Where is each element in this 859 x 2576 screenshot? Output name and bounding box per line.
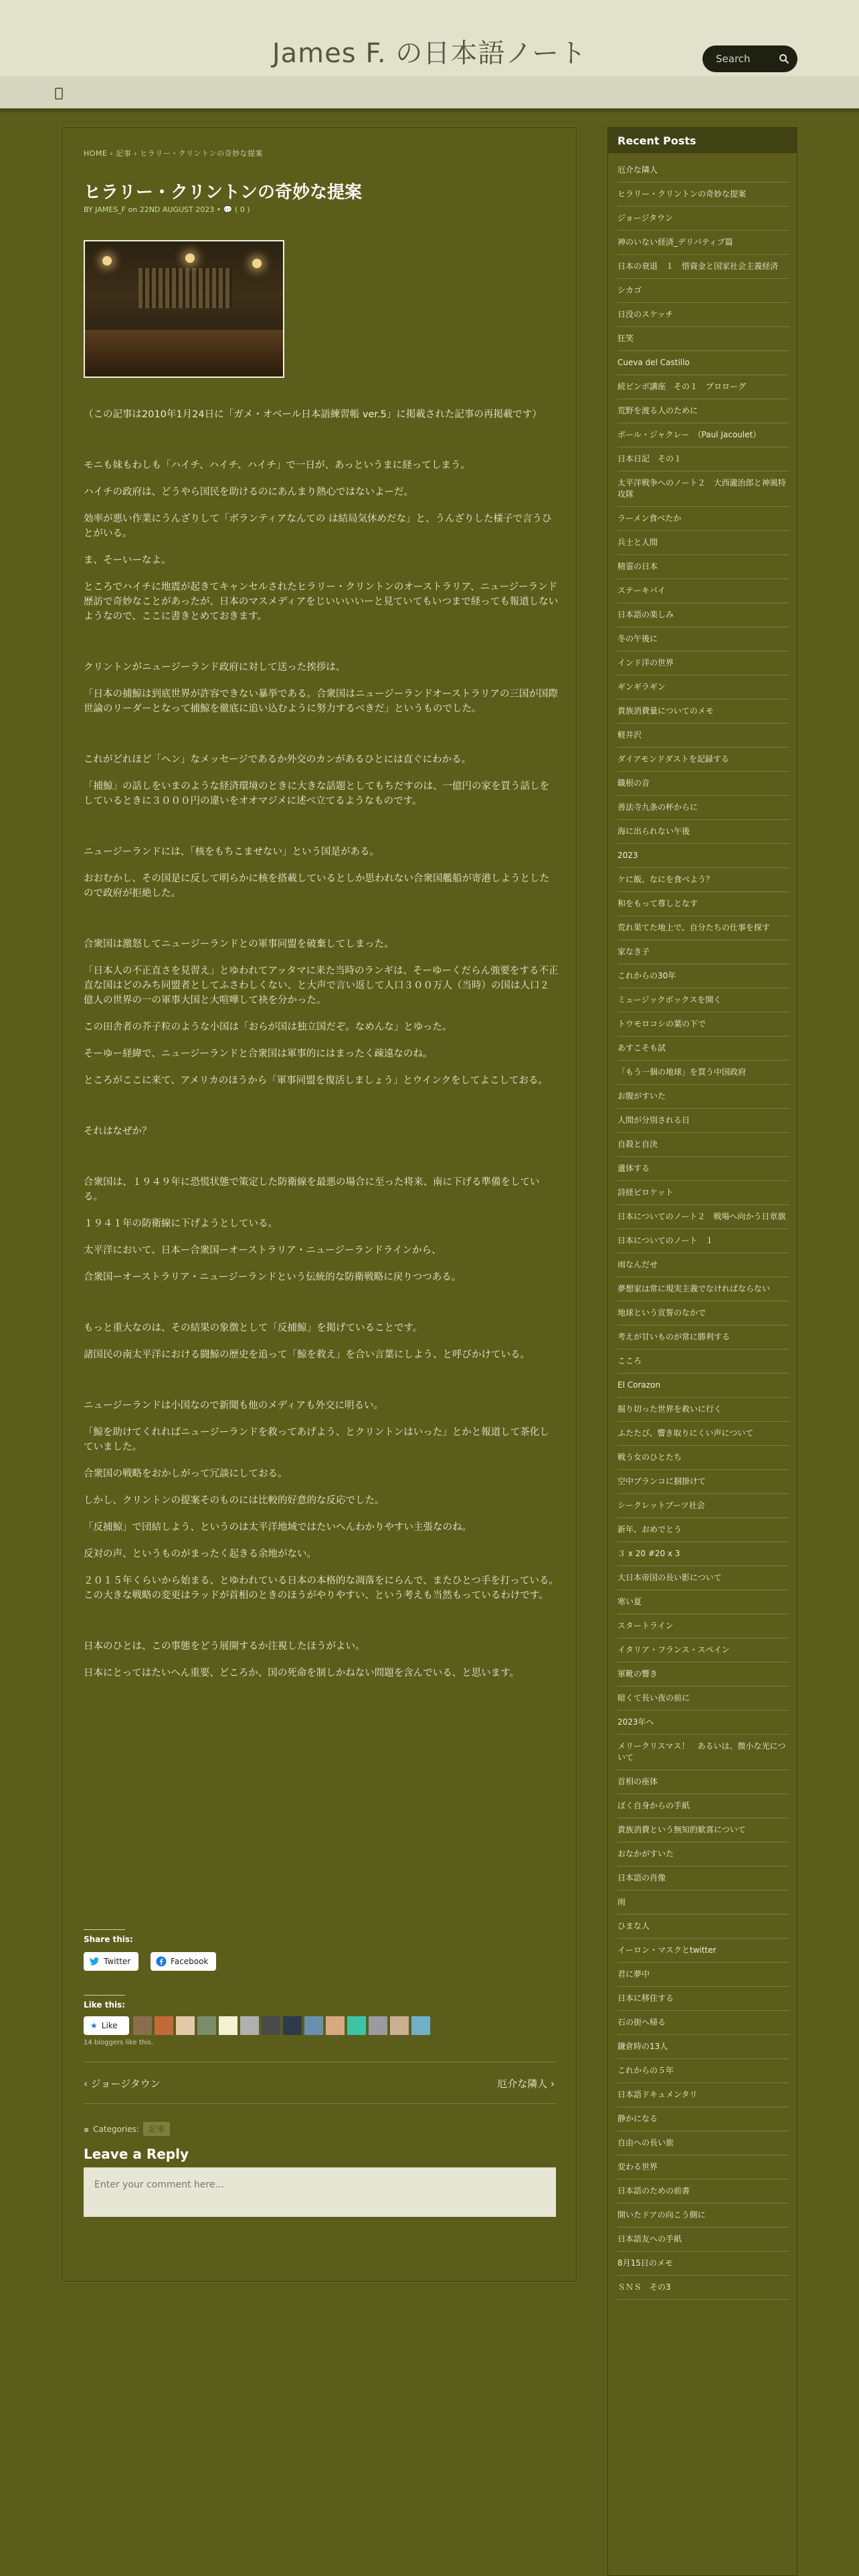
recent-post-link[interactable]: 2023年へ	[617, 1711, 789, 1735]
recent-post-link[interactable]: 日本語友への手紙	[617, 2228, 789, 2252]
recent-post-link[interactable]: 空中ブランコに掴掛けて	[617, 1470, 789, 1494]
recent-post-link[interactable]: ミュージックボックスを開く	[617, 988, 789, 1012]
recent-post-link[interactable]: ラーメン食べたか	[617, 507, 789, 531]
previous-post-link[interactable]: ‹ ジョージタウン	[84, 2078, 161, 2090]
post-paragraph: 合衆国は激怒してニュージーランドとの軍事同盟を破棄してしまった。	[84, 939, 394, 950]
recent-post-link[interactable]: 狂笑	[617, 327, 789, 351]
recent-post-link[interactable]: シカゴ	[617, 279, 789, 303]
share-facebook-label: Facebook	[171, 1957, 209, 1966]
post-paragraph: ところがここに来て、アメリカのほうから「軍事同盟を復活しましょう」とウインクをしてよこしておる。	[84, 1075, 548, 1086]
post-paragraph: モニも妹もわしも「ハイチ、ハイチ、ハイチ」で一日が、あっというまに経ってしまう。	[84, 460, 470, 471]
recent-posts-title: Recent Posts	[608, 128, 797, 153]
recent-post-link[interactable]: イタリア・フランス・スペイン	[617, 1638, 789, 1662]
recent-post-link[interactable]: 太平洋戦争へのノート２ 大西瀧治郎と神風特攻隊	[617, 471, 789, 507]
recent-post-link[interactable]: 荒野を渡る人のために	[617, 399, 789, 423]
recent-post-link[interactable]: ヒラリー・クリントンの奇妙な提案	[617, 183, 789, 207]
recent-post-link[interactable]: あすこそも試	[617, 1037, 789, 1061]
recent-post-link[interactable]: 地球という宣誓のなかで	[617, 1301, 789, 1325]
recent-post-link[interactable]: 自由への長い旅	[617, 2131, 789, 2155]
categories-label: Categories:	[93, 2124, 139, 2134]
recent-post-link[interactable]: 日本語の楽しみ	[617, 603, 789, 627]
recent-post-link[interactable]: 善法寺九条の杯からに	[617, 796, 789, 820]
avatar[interactable]	[219, 2016, 237, 2035]
avatar[interactable]	[283, 2016, 302, 2035]
facebook-icon	[156, 1956, 167, 1967]
recent-post-link[interactable]: 雨	[617, 1891, 789, 1915]
recent-post-link[interactable]: 大日本帝国の長い影について	[617, 1566, 789, 1590]
comment-icon: 💬	[223, 205, 233, 214]
recent-post-link[interactable]: こころ	[617, 1350, 789, 1374]
recent-post-link[interactable]: 貴族消費という無知的歓喜について	[617, 1818, 789, 1842]
recent-post-link[interactable]: 新年、おめでとう	[617, 1518, 789, 1542]
recent-post-link[interactable]: 日本日記 その１	[617, 447, 789, 471]
recent-post-link[interactable]: 8月15日のメモ	[617, 2252, 789, 2276]
recent-post-link[interactable]: 掘り切った世界を救いに行く	[617, 1398, 789, 1422]
menu-bar	[0, 76, 859, 108]
recent-post-link[interactable]: 海に出られない午後	[617, 820, 789, 844]
breadcrumb-current: ヒラリー・クリントンの奇妙な提案	[140, 149, 264, 158]
recent-post-link[interactable]: 神のいない経済_デリバティブ篇	[617, 231, 789, 255]
breadcrumb	[84, 148, 263, 158]
post-paragraph: 「捕鯨」の話しをいまのような経済環境のときに大きな話題としてもちだすのは、一億円の家を買う話しをしているときに３０００円の違いをオオマジメに述べ立てるようなものです。	[84, 781, 549, 807]
breadcrumb-section[interactable]: 記事	[116, 149, 132, 158]
post-paragraph: もっと重大なのは、その結果の象徴として「反捕鯨」を掲げていることです。	[84, 1323, 423, 1333]
avatar[interactable]	[133, 2016, 152, 2035]
post-paragraph: 太平洋において、日本ー合衆国ーオーストラリア・ニュージーランドラインから、	[84, 1245, 442, 1256]
recent-post-link[interactable]: 寒い夏	[617, 1590, 789, 1614]
share-divider	[84, 1929, 125, 1930]
recent-post-link[interactable]: 考えが甘いものが常に勝利する	[617, 1325, 789, 1350]
search-icon[interactable]	[779, 53, 789, 64]
recent-post-link[interactable]: 遺体する	[617, 1157, 789, 1181]
recent-post-link[interactable]: 静かになる	[617, 2107, 789, 2131]
like-button[interactable]	[84, 2016, 129, 2035]
post-paragraph: それはなぜか？	[84, 1126, 152, 1137]
twitter-icon	[89, 1956, 100, 1967]
recent-post-link[interactable]: 家なき子	[617, 940, 789, 964]
breadcrumb-separator: ›	[107, 149, 116, 158]
recent-post-link[interactable]: 雨なんだせ	[617, 1253, 789, 1277]
image-shelf	[138, 268, 232, 308]
recent-post-link[interactable]: 日本に移住する	[617, 1987, 789, 2011]
avatar[interactable]	[155, 2016, 173, 2035]
post-paragraph: （この記事は2010年1月24日に「ガメ・オベール日本語練習帳 ver.5」に掲載された記事の再掲載です）	[84, 409, 542, 420]
recent-post-link[interactable]: これからの30年	[617, 964, 789, 988]
recent-post-link[interactable]: 貴族消費量についてのメモ	[617, 700, 789, 724]
post-paragraph: 合衆国の戦略をおかしがって冗談にしておる。	[84, 1469, 288, 1479]
post-paragraph: おおむかし、その国是に反して明らかに核を搭載しているとしか思われない合衆国艦船が寄港しようとしたので政府が拒絶した。	[84, 873, 549, 899]
recent-post-link[interactable]: 日本についてのノート １	[617, 1229, 789, 1253]
recent-post-link[interactable]: ステーキパイ	[617, 579, 789, 603]
recent-post-link[interactable]: インド洋の世界	[617, 651, 789, 675]
recent-post-link[interactable]: 精霊の日本	[617, 555, 789, 579]
post-paragraph: しかし、クリントンの提案そのものには比較的好意的な反応でした。	[84, 1495, 385, 1506]
search-box[interactable]	[702, 45, 797, 72]
recent-post-link[interactable]: 君に夢中	[617, 1963, 789, 1987]
recent-post-link[interactable]: ダイアモンドダストを記録する	[617, 748, 789, 772]
avatar[interactable]	[262, 2016, 280, 2035]
post-paragraph: 効率が悪い作業にうんざりして「ボランティアなんての は結局気休めだな」と、うんざりした様子で言うひとがいる。	[84, 514, 552, 539]
recent-post-link[interactable]: 変わる世界	[617, 2155, 789, 2179]
post-image[interactable]	[84, 240, 284, 378]
post-paragraph: この田舎者の芥子粒のような小国は「おらが国は独立国だぞ。なめんな」とゆった。	[84, 1022, 452, 1033]
breadcrumb-separator: ›	[131, 149, 140, 158]
recent-post-link[interactable]: ひまな人	[617, 1915, 789, 1939]
post-date: 22ND AUGUST 2023	[139, 205, 215, 214]
avatar[interactable]	[240, 2016, 259, 2035]
post-paragraph: これがどれほど「ヘン」なメッセージであるか外交のカンがあるひとには直ぐにわかる。	[84, 754, 472, 765]
avatar[interactable]	[304, 2016, 323, 2035]
recent-post-link[interactable]: 2023	[617, 844, 789, 868]
recent-post-link[interactable]: 日本についてのノート２ 戦場へ向かう日章旗	[617, 1205, 789, 1229]
avatar[interactable]	[176, 2016, 195, 2035]
recent-post-link[interactable]: ジョージタウン	[617, 207, 789, 231]
header-divider	[0, 108, 859, 112]
recent-post-link[interactable]: ＳＮＳ その3	[617, 2276, 789, 2300]
recent-post-link[interactable]: シークレットブーツ社会	[617, 1494, 789, 1518]
post-meta-separator: •	[214, 205, 223, 214]
search-input[interactable]	[714, 52, 779, 66]
share-label: Share this:	[84, 1935, 133, 1944]
recent-post-link[interactable]: 職根の音	[617, 772, 789, 796]
recent-post-link[interactable]: 日本の衰退 １ 惜資金と国家社会主義経済	[617, 255, 789, 279]
recent-post-link[interactable]: 夢想家は常に現実主義でなければならない	[617, 1277, 789, 1301]
post-paragraph: １９４１年の防衛線に下げようとしている。	[84, 1218, 278, 1229]
post-paragraph: 日本にとってはたいへん重要、どころか、国の死命を制しかねない問題を含んでいる、と思います。	[84, 1668, 520, 1679]
recent-post-link[interactable]: 軍靴の響き	[617, 1662, 789, 1687]
folder-icon: ▪	[84, 2124, 90, 2134]
recent-post-link[interactable]: 日本語のための前書	[617, 2179, 789, 2204]
recent-post-link[interactable]: 戦う女のひとたち	[617, 1446, 789, 1470]
like-label: Like this:	[84, 2000, 126, 2010]
post-title: ヒラリー・クリントンの奇妙な提案	[84, 183, 363, 203]
post-paragraph: 合衆国ーオーストラリア・ニュージーランドという伝統的な防衛戦略に戻りつつある。	[84, 1272, 462, 1283]
share-twitter-button[interactable]	[84, 1952, 138, 1971]
recent-post-link[interactable]: ふたたび、響き取りにくい声について	[617, 1422, 789, 1446]
recent-post-link[interactable]: お腹がすいた	[617, 1085, 789, 1109]
recent-post-link[interactable]: これからの５年	[617, 2059, 789, 2083]
comment-input[interactable]	[84, 2167, 556, 2217]
main-article	[62, 127, 577, 2282]
recent-post-link[interactable]: スタートライン	[617, 1614, 789, 1638]
recent-post-link[interactable]: 日本語ドキュメンタリ	[617, 2083, 789, 2107]
recent-post-link[interactable]: 詩経ビロケット	[617, 1181, 789, 1205]
post-paragraph: ニュージーランドには、「核をもちこませない」という国是がある。	[84, 847, 379, 857]
recent-post-link[interactable]: 首相の座体	[617, 1770, 789, 1794]
menu-toggle-icon[interactable]	[55, 88, 63, 100]
site-title[interactable]: James F. の日本語ノート	[272, 38, 587, 69]
next-post-link[interactable]: 厄介な隣人 ›	[497, 2078, 555, 2090]
post-paragraph: ニュージーランドは小国なので新聞も他のメディアも外交に明るい。	[84, 1400, 384, 1411]
sidebar	[607, 127, 797, 2576]
recent-post-link[interactable]: 荒れ果てた地上で、自分たちの仕事を探す	[617, 916, 789, 940]
avatar[interactable]	[411, 2016, 430, 2035]
like-button-label: Like	[101, 2021, 118, 2030]
recent-post-link[interactable]: 「もう一個の地球」を買う中国政府	[617, 1061, 789, 1085]
recent-post-link[interactable]: 和をもって尊しとなす	[617, 892, 789, 916]
post-paragraph: 日本のひとは、この事態をどう展開するか注視したほうがよい。	[84, 1641, 365, 1652]
post-paragraph: そーゆー経緯で、ニュージーランドと合衆国は軍事的にはまったく疎遠なのね。	[84, 1049, 433, 1059]
category-tag[interactable]: 記事	[143, 2122, 170, 2136]
recent-post-link[interactable]: 軽井沢	[617, 724, 789, 748]
recent-post-link[interactable]: 人間が分別される日	[617, 1109, 789, 1133]
image-lamp	[102, 256, 112, 265]
comment-count[interactable]: ( 0 )	[234, 205, 250, 214]
recent-post-link[interactable]: 日没のスケッチ	[617, 303, 789, 327]
avatar[interactable]	[197, 2016, 216, 2035]
post-paragraph: ２０１５年くらいから始まる、とゆわれている日本の本格的な凋落をにらんで、またひとつ手を打っている。この大きな戦略の変更はラッドが首相のときのほうがやりやすい、という考えも当然もっているわけです。	[84, 1576, 559, 1601]
post-paragraph: ところでハイチに地震が起きてキャンセルされたヒラリー・クリントンのオーストラリア、ニュージーランド歴訪で奇妙なことがあったが、日本のマスメディアをじいいいいーと見ていてもいつまで経っても報道しないようなので、ここに書きとめておきます。	[84, 582, 559, 622]
post-nav-divider	[84, 2103, 556, 2104]
post-paragraph: 「日本の捕鯨は到底世界が許容できない暴挙である。合衆国はニュージーランドオーストラリアの三国が国際世論のリーダーとなって捕鯨を徹底に追い込むように努力するべきだ」というものでした。	[84, 689, 559, 714]
recent-post-link[interactable]: 兵士と人間	[617, 531, 789, 555]
recent-post-link[interactable]: 続ビンボ講座 その１ プロローグ	[617, 375, 789, 399]
share-twitter-label: Twitter	[104, 1957, 131, 1966]
avatar[interactable]	[369, 2016, 387, 2035]
recent-post-link[interactable]: ポール・ジャクレー （Paul Jacoulet）	[617, 423, 789, 447]
post-paragraph: 諸国民の南太平洋における闘鯨の歴史を追って「鯨を救え」を合い言葉にしよう、と呼びかけている。	[84, 1350, 530, 1360]
post-paragraph: クリントンがニュージーランド政府に対して送った挨拶は、	[84, 662, 346, 673]
avatar[interactable]	[390, 2016, 409, 2035]
avatar[interactable]	[347, 2016, 366, 2035]
liker-avatars	[133, 2016, 430, 2035]
recent-post-link[interactable]: おなかがすいた	[617, 1842, 789, 1866]
post-paragraph: ハイチの政府は、どうやら国民を助けるのにあんまり熱心ではないよーだ。	[84, 487, 413, 498]
post-paragraph: ま、そーいーなよ。	[84, 555, 171, 566]
post-paragraph: 「反捕鯨」で団結しよう、というのは太平洋地域ではたいへんわかりやすい主張なのね。	[84, 1522, 472, 1533]
recent-post-link[interactable]: ギンギラギン	[617, 675, 789, 700]
recent-post-link[interactable]: El Corazon	[617, 1374, 789, 1398]
recent-post-link[interactable]: ３ x 20 #20 x 3	[617, 1542, 789, 1566]
post-meta-on: on	[126, 205, 140, 214]
recent-post-link[interactable]: 鎌倉時の13人	[617, 2035, 789, 2059]
avatar[interactable]	[326, 2016, 345, 2035]
post-paragraph: 反対の声、というものがまったく起きる余地がない。	[84, 1549, 316, 1560]
recent-post-link[interactable]: メリークリスマス！ あるいは、微小な光について	[617, 1735, 789, 1770]
recent-post-link[interactable]: トウモロコシの葉の下で	[617, 1012, 789, 1037]
post-content	[84, 407, 559, 1693]
recent-post-link[interactable]: 厄介な隣人	[617, 158, 789, 183]
post-paragraph: 「日本人の不正直さを見習え」とゆわれてアッタマに来た当時のランギは、そーゆーくだらん強要をする不正直な国はどのみち同盟者としてふさわしくない、と大声で言い返して人口３００万人（当時）の国は人口２億人の世界の一の軍事大国と大喧嘩して袂を分かった。	[84, 966, 559, 1006]
post-paragraph: 合衆国は、１９４９年に恐慌状態で策定した防衛線を最悪の場合に至った将来、南に下げる準備をしている。	[84, 1177, 540, 1202]
post-meta	[84, 205, 250, 214]
image-lamp	[252, 259, 262, 268]
recent-post-link[interactable]: イーロン・マスクとtwitter	[617, 1939, 789, 1963]
recent-post-link[interactable]: 冬の午後に	[617, 627, 789, 651]
recent-post-link[interactable]: ぼく自身からの手紙	[617, 1794, 789, 1818]
recent-post-link[interactable]: 開いたドアの向こう側に	[617, 2204, 789, 2228]
recent-post-link[interactable]: 自殺と自決	[617, 1133, 789, 1157]
post-author[interactable]: JAMES_F	[95, 205, 126, 214]
likes-count: 14 bloggers like this.	[84, 2039, 154, 2046]
reply-title: Leave a Reply	[84, 2146, 189, 2162]
breadcrumb-home[interactable]: HOME	[84, 149, 108, 158]
share-facebook-button[interactable]	[151, 1952, 216, 1971]
recent-posts-list	[617, 158, 789, 2300]
post-paragraph: 「鯨を助けてくれればニュージーランドを救ってあげよう、とクリントンはいった」とかと報道して茶化していました。	[84, 1427, 549, 1453]
recent-post-link[interactable]: Cueva del Castillo	[617, 351, 789, 375]
recent-post-link[interactable]: 日本語の肖像	[617, 1866, 789, 1891]
star-icon: ★	[90, 2021, 98, 2030]
categories-row	[84, 2122, 170, 2136]
image-bar	[85, 330, 283, 377]
image-lamp	[185, 253, 195, 263]
post-meta-by: BY	[84, 205, 96, 214]
like-divider	[84, 1995, 125, 1996]
recent-post-link[interactable]: 石の街へ帰る	[617, 2011, 789, 2035]
recent-post-link[interactable]: 暗くて長い夜の前に	[617, 1687, 789, 1711]
recent-post-link[interactable]: ケに飯、なにを食べよう？	[617, 868, 789, 892]
